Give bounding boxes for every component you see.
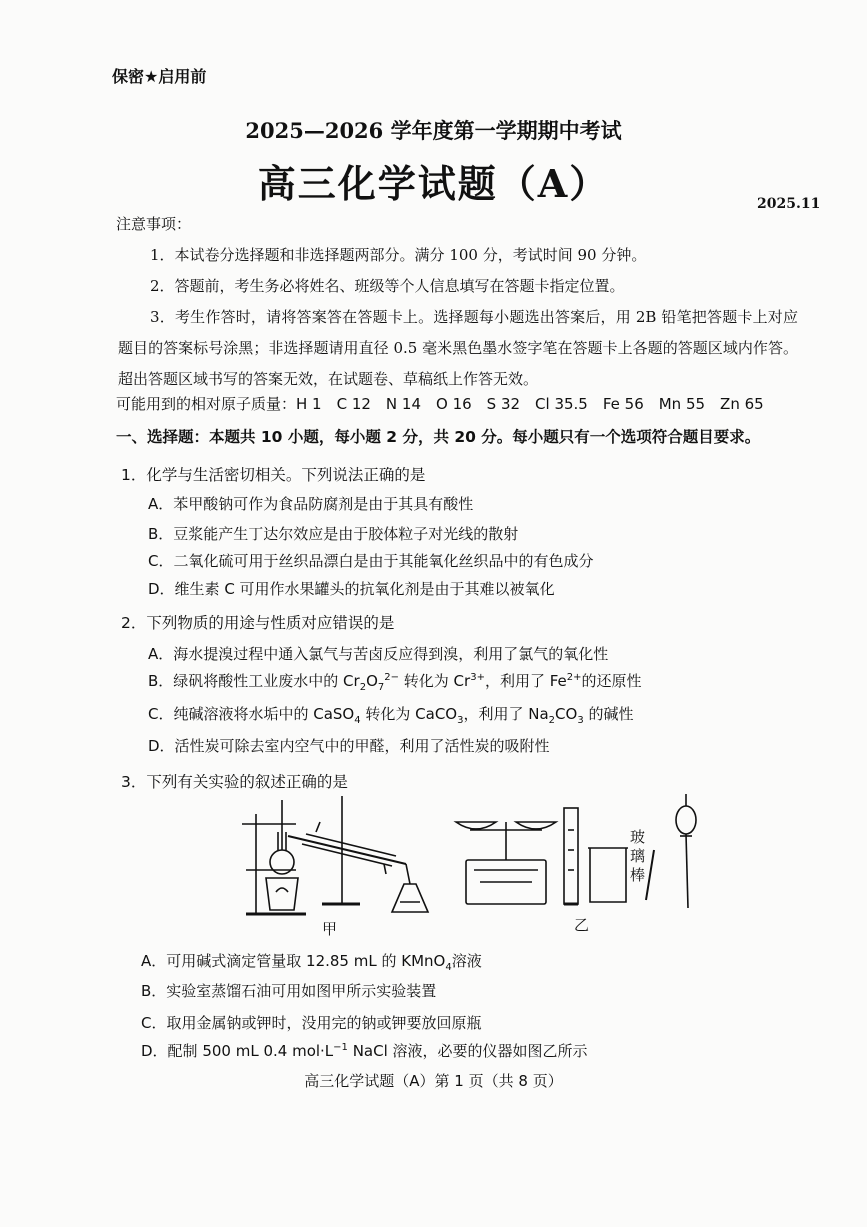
q1-option-b: B．豆浆能产生丁达尔效应是由于胶体粒子对光线的散射 — [148, 525, 519, 543]
figure-label-yi: 乙 — [574, 916, 590, 934]
q2-option-a: A．海水提溴过程中通入氯气与苦卤反应得到溴，利用了氯气的氧化性 — [148, 645, 609, 663]
page-footer: 高三化学试题（A）第 1 页（共 8 页） — [304, 1072, 563, 1090]
q3-option-a: A．可用碱式滴定管量取 12.85 mL 的 KMnO$_4$溶液 — [141, 952, 482, 973]
exam-title: 高三化学试题（A） — [257, 161, 610, 206]
q1-option-c: C．二氧化硫可用于丝织品漂白是由于其能氧化丝织品中的有色成分 — [148, 552, 594, 570]
q1-stem: 1．化学与生活密切相关。下列说法正确的是 — [121, 466, 426, 484]
notice-list — [118, 240, 798, 395]
atomic-masses: 可能用到的相对原子质量：H 1 C 12 N 14 O 16 S 32 Cl 35.5 Fe 56 Mn 55 Zn 65 — [116, 395, 764, 413]
glass-rod-label: 玻璃棒 — [630, 828, 646, 884]
q3-stem: 3．下列有关实验的叙述正确的是 — [121, 773, 348, 791]
q2-stem: 2．下列物质的用途与性质对应错误的是 — [121, 614, 395, 632]
section-heading: 一、选择题：本题共 10 小题，每小题 2 分，共 20 分。每小题只有一个选项符合题目要求。 — [116, 428, 761, 446]
q2-option-b: B．绿矾将酸性工业废水中的 $Cr_2O_7^{2-}$ 转化为 $Cr^{3+}$，利用了 $Fe^{2+}$的还原性 — [148, 672, 642, 693]
exam-subtitle: 2025—2026 学年度第一学期期中考试 — [245, 118, 622, 143]
q3-option-d: D．配制 500 mL 0.4 $mol\cdot L^{-1}$ NaCl 溶液，必要的仪器如图乙所示 — [141, 1042, 588, 1060]
distillation-apparatus-figure — [236, 792, 436, 922]
notice-heading: 注意事项： — [116, 215, 192, 233]
confidential-mark: 保密★启用前 — [112, 67, 207, 86]
solution-preparation-figure — [450, 790, 710, 920]
q2-option-c: C．纯碱溶液将水垢中的 CaSO$_4$ 转化为 CaCO$_3$，利用了 $Na_2CO_3$ 的碱性 — [148, 705, 634, 726]
q1-option-a: A．苯甲酸钠可作为食品防腐剂是由于其具有酸性 — [148, 495, 474, 513]
exam-date: 2025.11 — [757, 196, 821, 212]
notice-item-2: 2．答题前，考生务必将姓名、班级等个人信息填写在答题卡指定位置。 — [150, 277, 625, 295]
q2-option-d: D．活性炭可除去室内空气中的甲醛，利用了活性炭的吸附性 — [148, 737, 550, 755]
notice-item-1: 1．本试卷分选择题和非选择题两部分。满分 100 分，考试时间 90 分钟。 — [150, 246, 647, 264]
figure-label-jia: 甲 — [322, 920, 338, 938]
notice-item-3: 3．考生作答时，请将答案答在答题卡上。选择题每小题选出答案后，用 2B 铅笔把答题卡上对应题目的答案标号涂黑；非选择题请用直径 0.5 毫米黑色墨水签字笔在答题卡上各题的答题区域内作答。超出答题区域书写的答案无效，在试题卷、草稿纸上作答无效。 — [118, 308, 798, 388]
q3-option-b: B．实验室蒸馏石油可用如图甲所示实验装置 — [141, 982, 437, 1000]
q3-option-c: C．取用金属钠或钾时，没用完的钠或钾要放回原瓶 — [141, 1014, 482, 1032]
q1-option-d: D．维生素 C 可用作水果罐头的抗氧化剂是由于其难以被氧化 — [148, 580, 555, 598]
